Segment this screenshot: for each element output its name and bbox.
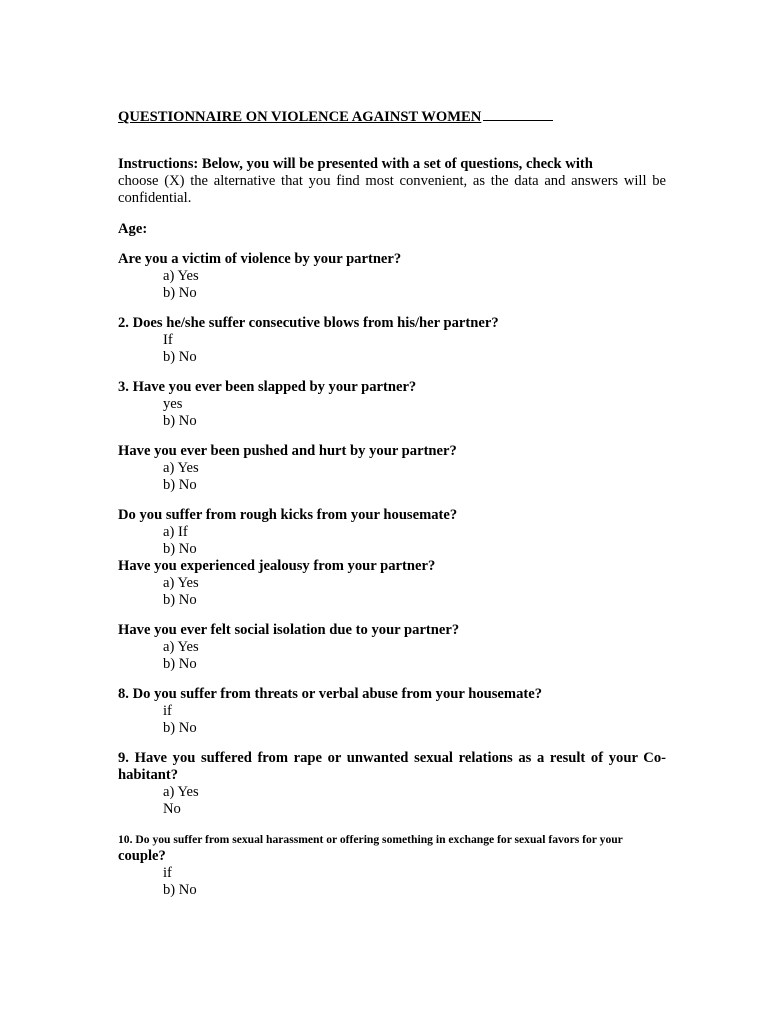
answer-option[interactable]: b) No	[163, 882, 197, 898]
question-text: 8. Do you suffer from threats or verbal abuse from your housemate?	[118, 686, 543, 702]
answer-option[interactable]: b) No	[163, 720, 197, 736]
question-text-line-1: 10. Do you suffer from sexual harassment or offering something in exchange for sexual favors for your	[118, 833, 623, 846]
question-5	[118, 507, 666, 558]
answer-option[interactable]: a) Yes	[163, 575, 199, 591]
question-text	[118, 831, 666, 865]
question-4	[118, 443, 666, 494]
question-text-line-2: couple?	[118, 848, 166, 864]
question-text: 3. Have you ever been slapped by your partner?	[118, 379, 417, 395]
instructions	[118, 156, 666, 207]
question-9	[118, 750, 666, 818]
instructions-rest: choose (X) the alternative that you find most convenient, as the data and answers will be confidential.	[118, 173, 666, 206]
answer-option[interactable]: a) Yes	[163, 268, 199, 284]
answer-option[interactable]: a) Yes	[163, 460, 199, 476]
question-text: Have you experienced jealousy from your partner?	[118, 558, 436, 574]
answer-option[interactable]: b) No	[163, 285, 197, 301]
answer-option[interactable]: No	[163, 801, 181, 817]
questionnaire-page	[118, 108, 666, 899]
question-text: Have you ever felt social isolation due to your partner?	[118, 622, 460, 638]
instructions-lead: Instructions: Below, you will be presented with a set of questions, check with	[118, 156, 593, 172]
answer-option[interactable]: a) Yes	[163, 784, 199, 800]
age-label: Age:	[118, 221, 148, 237]
question-text: 9. Have you suffered from rape or unwanted sexual relations as a result of your Co-habitant?	[118, 750, 666, 783]
answer-option[interactable]: a) Yes	[163, 639, 199, 655]
answer-option[interactable]: if	[163, 865, 172, 881]
question-2	[118, 315, 666, 366]
question-10	[118, 831, 666, 899]
answer-option[interactable]: yes	[163, 396, 183, 412]
title-underline-blank	[483, 119, 553, 121]
question-1	[118, 251, 666, 302]
question-8	[118, 686, 666, 737]
question-text: Are you a victim of violence by your partner?	[118, 251, 402, 267]
answer-option[interactable]: b) No	[163, 592, 197, 608]
question-6	[118, 558, 666, 609]
document-title	[118, 108, 666, 126]
answer-option[interactable]: b) No	[163, 656, 197, 672]
answer-option[interactable]: b) No	[163, 541, 197, 557]
answer-option[interactable]: if	[163, 703, 172, 719]
question-3	[118, 379, 666, 430]
answer-option[interactable]: b) No	[163, 477, 197, 493]
question-7	[118, 622, 666, 673]
title-text: QUESTIONNAIRE ON VIOLENCE AGAINST WOMEN	[118, 109, 482, 125]
question-text: 2. Does he/she suffer consecutive blows from his/her partner?	[118, 315, 499, 331]
question-text: Do you suffer from rough kicks from your housemate?	[118, 507, 458, 523]
question-text: Have you ever been pushed and hurt by your partner?	[118, 443, 457, 459]
answer-option[interactable]: b) No	[163, 413, 197, 429]
answer-option[interactable]: b) No	[163, 349, 197, 365]
answer-option[interactable]: If	[163, 332, 173, 348]
answer-option[interactable]: a) If	[163, 524, 188, 540]
